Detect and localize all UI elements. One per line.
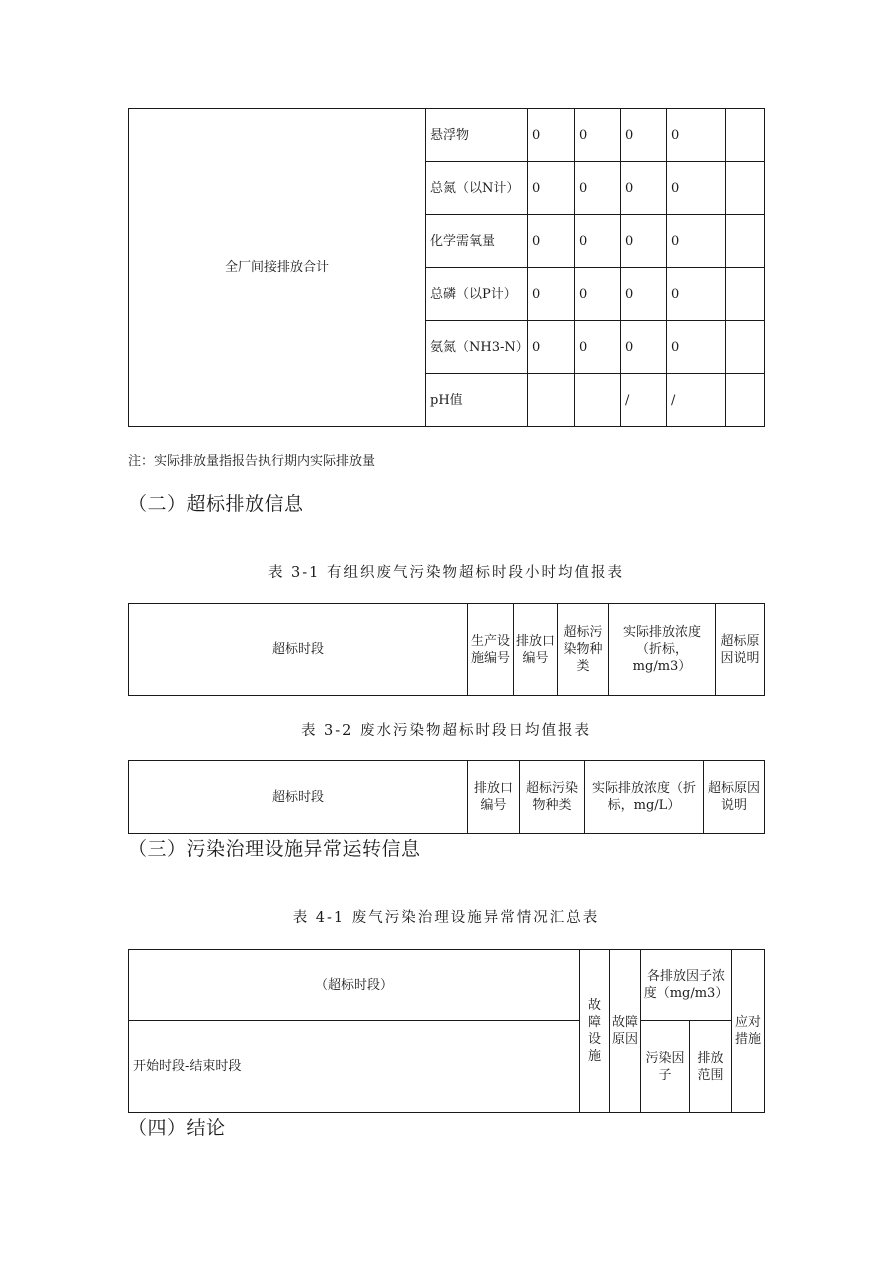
- table-3-1-caption: 表 3-1 有组织废气污染物超标时段小时均值报表: [267, 565, 625, 581]
- value-cell: 0: [667, 162, 726, 215]
- header-cell: 超标时段: [129, 604, 468, 696]
- fault-facility-header: 故障设施: [580, 950, 610, 1113]
- period-header: （超标时段）: [129, 950, 580, 1021]
- table-row: [129, 1021, 765, 1113]
- header-cell: 超标原因说明: [716, 604, 765, 696]
- pollutant-cell: 总磷（以P计）: [426, 268, 528, 321]
- value-cell: 0: [575, 215, 621, 268]
- value-cell: [528, 374, 575, 427]
- table-4-1: [128, 949, 765, 1113]
- header-cell: 超标原因说明: [704, 761, 765, 834]
- header-cell: 排放口编号: [514, 604, 558, 696]
- value-cell: 0: [621, 215, 667, 268]
- pollutant-cell: 化学需氧量: [426, 215, 528, 268]
- value-cell: 0: [528, 215, 575, 268]
- pollutant-cell: 氨氮（NH3-N）: [426, 321, 528, 374]
- value-cell: 0: [575, 268, 621, 321]
- emission-range-header: 排放范围: [690, 1021, 732, 1113]
- value-cell: [726, 215, 765, 268]
- table-3-1: [128, 603, 765, 696]
- response-header: 应对措施: [732, 950, 765, 1113]
- value-cell: [726, 374, 765, 427]
- value-cell: 0: [667, 109, 726, 162]
- value-cell: [726, 268, 765, 321]
- pollutant-cell: pH值: [426, 374, 528, 427]
- table-header-row: [129, 950, 765, 1021]
- section-heading-3: （三）污染治理设施异常运转信息: [128, 838, 421, 860]
- table-3-2: [128, 760, 765, 834]
- table-note: 注：实际排放量指报告执行期内实际排放量: [128, 454, 376, 469]
- period-value: 开始时段-结束时段: [129, 1021, 580, 1113]
- value-cell: /: [621, 374, 667, 427]
- header-cell: 排放口编号: [468, 761, 520, 834]
- value-cell: 0: [667, 268, 726, 321]
- header-cell: 生产设施编号: [468, 604, 514, 696]
- pollutant-cell: 悬浮物: [426, 109, 528, 162]
- value-cell: [726, 162, 765, 215]
- header-cell: 实际排放浓度（折标，mg/m3）: [609, 604, 716, 696]
- value-cell: 0: [528, 109, 575, 162]
- row-label: 全厂间接排放合计: [129, 109, 426, 427]
- value-cell: 0: [528, 162, 575, 215]
- section-heading-4: （四）结论: [128, 1117, 226, 1139]
- value-cell: /: [667, 374, 726, 427]
- header-cell: 超标污染物种类: [520, 761, 585, 834]
- fault-reason-header: 故障原因: [610, 950, 641, 1113]
- section-heading-2: （二）超标排放信息: [128, 493, 304, 515]
- value-cell: 0: [575, 162, 621, 215]
- value-cell: [726, 321, 765, 374]
- value-cell: 0: [621, 162, 667, 215]
- value-cell: 0: [667, 321, 726, 374]
- header-cell: 实际排放浓度（折标，mg/L）: [585, 761, 704, 834]
- table-row: [129, 109, 765, 162]
- value-cell: 0: [621, 321, 667, 374]
- table-3-2-caption: 表 3-2 废水污染物超标时段日均值报表: [300, 723, 592, 739]
- value-cell: 0: [621, 109, 667, 162]
- table-header-row: [129, 761, 765, 834]
- value-cell: 0: [621, 268, 667, 321]
- value-cell: [575, 374, 621, 427]
- value-cell: 0: [667, 215, 726, 268]
- value-cell: 0: [528, 321, 575, 374]
- value-cell: [726, 109, 765, 162]
- header-cell: 超标时段: [129, 761, 468, 834]
- total-emission-table: [128, 108, 765, 427]
- header-cell: 超标污染物种类: [558, 604, 609, 696]
- value-cell: 0: [575, 109, 621, 162]
- concentration-header: 各排放因子浓度（mg/m3）: [641, 950, 732, 1021]
- table-header-row: [129, 604, 765, 696]
- pollutant-cell: 总氮（以N计）: [426, 162, 528, 215]
- value-cell: 0: [528, 268, 575, 321]
- pollutant-factor-header: 污染因子: [641, 1021, 690, 1113]
- table-4-1-caption: 表 4-1 废气污染治理设施异常情况汇总表: [292, 910, 600, 926]
- value-cell: 0: [575, 321, 621, 374]
